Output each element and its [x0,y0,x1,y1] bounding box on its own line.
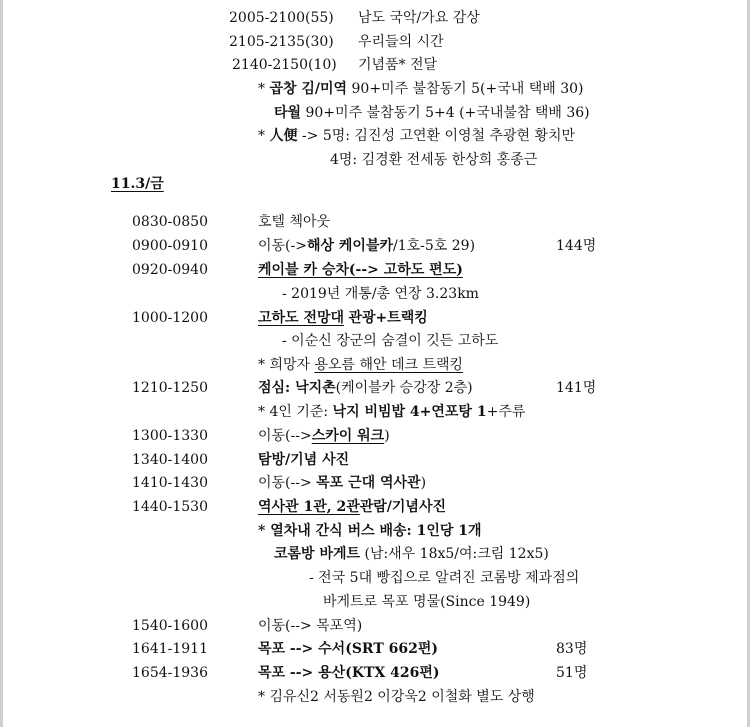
schedule-time: 0830-0850 [132,214,208,230]
text: (남:새우 18x5/여:크림 12x5) [364,546,549,562]
gift-item-1 [258,79,583,99]
page-left-border [0,0,3,727]
schedule-activity [258,236,475,256]
text: 이동(--> [258,428,312,444]
schedule-activity: 이동(--> 목포역) [258,618,363,634]
text: 이동(-> [258,238,307,254]
people-label: 人便 [269,128,298,144]
note [258,355,463,375]
schedule-time: 1410-1430 [132,475,208,491]
schedule-time: 1540-1600 [132,618,208,634]
text: ) [420,475,427,491]
text: * 4인 기준: [258,404,333,420]
menu: 낙지 비빔밥 4+연포탕 1 [332,404,487,420]
gift-detail: 90+미주 불참동기 5(+국내 택배 30) [351,81,584,97]
schedule-activity: 목포 --> 수서(SRT 662편) [258,641,438,657]
text: 관광+트랙킹 [348,310,428,326]
schedule-time: 1440-1530 [132,499,208,515]
date-header: 11.3/금 [111,176,164,192]
schedule-time: 2140-2150(10) [232,57,337,73]
text: 이동(--> [258,475,317,491]
gift-item-2 [274,103,590,123]
text: (케이블카 승강장 2층) [335,380,473,396]
text: 관람/기념사진 [359,499,446,515]
note: * 김유신2 서동원2 이강욱2 이철화 별도 상행 [258,689,535,705]
schedule-activity: 케이블 카 승차(--> 고하도 편도) [258,262,463,278]
text: ) [384,428,390,444]
text: +주류 [486,404,526,420]
place: 용오름 해안 데크 트랙킹 [314,357,464,373]
people-list: -> 5명: 김진성 고연환 이영철 추광현 황치만 [301,128,576,144]
note: - 이순신 장군의 숨결이 깃든 고하도 [282,333,499,349]
place: 해상 케이블카 [306,238,394,254]
schedule-activity [258,426,390,446]
note: * 열차내 간식 버스 배송: 1인당 1개 [258,523,482,539]
text: * 희망자 [258,357,315,373]
schedule-activity: 기념품* 전달 [358,57,438,73]
schedule-time: 1340-1400 [132,452,208,468]
schedule-time: 2105-2135(30) [229,34,334,50]
schedule-time: 1654-1936 [132,665,208,681]
head-count: 83명 [556,641,588,657]
head-count: 51명 [556,665,588,681]
text: /1호-5호 29) [393,238,476,254]
schedule-activity [258,378,473,398]
bullet: * [258,81,265,97]
schedule-time: 1641-1911 [132,641,208,657]
schedule-activity: 남도 국악/가요 감상 [358,10,480,26]
schedule-activity [258,308,428,328]
head-count: 141명 [556,380,597,396]
schedule-time: 0920-0940 [132,262,208,278]
gift-name: 타월 [274,105,302,121]
place: 고하도 전망대 [258,310,345,326]
gift-name: 곱창 김/미역 [269,81,348,97]
bullet: * [258,128,265,144]
schedule-time: 0900-0910 [132,238,208,254]
schedule-time: 1000-1200 [132,310,208,326]
note: 바게트로 목포 명물(Since 1949) [323,594,531,610]
place: 역사관 1관, 2관 [258,499,360,515]
schedule-activity [258,473,426,493]
schedule-activity: 우리들의 시간 [358,34,444,50]
schedule-activity: 탐방/기념 사진 [258,452,350,468]
schedule-time: 2005-2100(55) [229,10,334,26]
people-list-2: 4명: 김경환 전세동 한상희 홍종근 [330,152,538,168]
people-line [258,126,575,146]
note [274,544,549,564]
place: 점심: 낙지촌 [258,380,336,396]
schedule-activity: 호텔 첵아웃 [258,214,331,230]
schedule-activity [258,497,446,517]
note: - 전국 5대 빵집으로 알려진 코롬방 제과점의 [309,570,580,586]
schedule-activity: 목포 --> 용산(KTX 426편) [258,665,440,681]
schedule-time: 1210-1250 [132,380,208,396]
schedule-time: 1300-1330 [132,428,208,444]
head-count: 144명 [556,238,597,254]
note [258,402,525,422]
gift-detail: 90+미주 불참동기 5+4 (+국내불참 택배 36) [305,105,590,121]
place: 스카이 워크 [311,428,385,444]
note: - 2019년 개통/총 연장 3.23km [282,286,479,302]
place: 목포 근대 역사관 [316,475,421,491]
item: 코롬방 바게트 [274,546,361,562]
